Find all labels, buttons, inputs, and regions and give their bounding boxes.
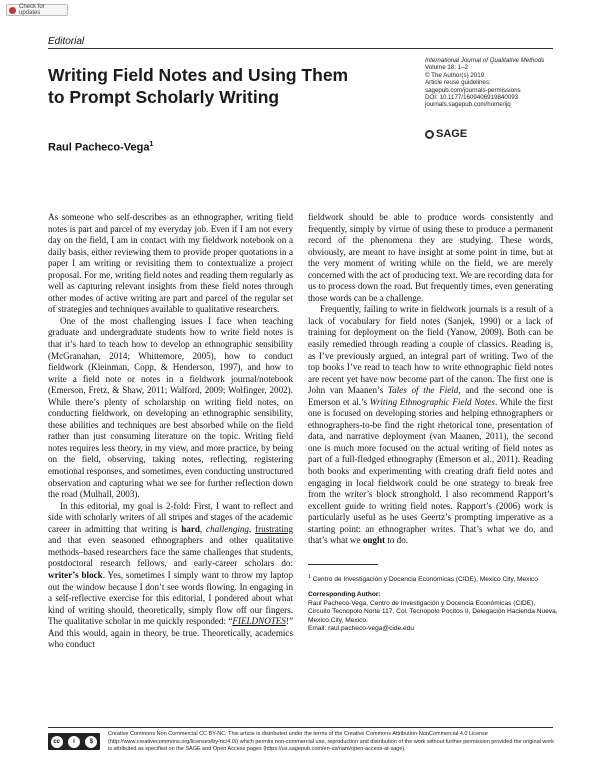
- sage-logo-text: SAGE: [436, 128, 468, 140]
- journal-copyright: © The Author(s) 2019: [425, 71, 485, 79]
- journal-reuse: Article reuse guidelines:: [425, 79, 491, 87]
- journal-volume: Volume 18: 1–2: [425, 64, 469, 72]
- footer-divider: [48, 727, 553, 728]
- emphasis-hard: hard: [181, 523, 200, 534]
- emphasis-fieldnotes: FIELDNOTES: [232, 616, 286, 627]
- text-run: to do.: [385, 535, 409, 546]
- text-run: and that even seasoned ethnographers and other qualitative methods–based researchers face the same challenges that students, postdoctoral research fellows, and early-career scholars do:: [48, 535, 293, 569]
- journal-info: [425, 57, 575, 109]
- emphasis-challenging: challenging: [206, 523, 249, 534]
- author-affiliation-marker: 1: [149, 141, 154, 148]
- text-run: , and the second one is Emerson et al.’s: [308, 385, 553, 407]
- section-label: Editorial: [48, 36, 85, 47]
- article-title: [48, 64, 383, 108]
- journal-reuse-link[interactable]: sagepub.com/journals-permissions: [425, 86, 521, 94]
- check-for-updates-label: Check for updates: [19, 4, 45, 16]
- sage-logo-icon: [425, 130, 434, 139]
- journal-url[interactable]: journals.sagepub.com/home/ijq: [425, 101, 511, 109]
- affiliation-text: Centro de Investigación y Docencia Económicas (CIDE), Mexico City, Mexico: [312, 576, 538, 584]
- journal-name: International Journal of Qualitative Methods: [425, 57, 545, 64]
- by-icon: i: [68, 736, 80, 748]
- journal-doi[interactable]: DOI: 10.1177/1609406919840093: [425, 94, 519, 102]
- text-run: ,: [199, 523, 207, 534]
- header-divider: [48, 48, 553, 49]
- text-run: In this editorial, my goal is 2-fold: First, I want to reflect and side with scholarly writers of all stripes and stages of the academic career in admitting that writing is: [48, 500, 293, 534]
- text-run: !” And this would, again in theory, be true. Theoretically, academics who conduct: [48, 616, 293, 650]
- paragraph: fieldwork should be able to produce words consistently and frequently, simply by virtue of using these to produce a permanent record of the phenomena they are studying. These words, obviously, are meant to have insight at some point in time, but at the very moment of writing while on the field, we are merely concerned with the act of producing text. We are recording data for us to process down the road. But frequently times, even generating those words can be a challenge.: [308, 212, 553, 303]
- affiliation-footnote: [308, 573, 558, 584]
- book-title-writing: Writing Ethnographic Field Notes: [369, 396, 495, 407]
- cc-license-badge[interactable]: [48, 733, 100, 750]
- affiliation-marker: 1: [308, 574, 311, 580]
- text-run: . While the first one is focused on developing stories and helping ethnographers or ethnographers-to-be find the right rhetorical tone, presentation of data, and narrative deployment (van Maanen, 2011), the second one is much more focused on the actual writing of field notes as part of a full-fledged ethnography (Emerson et al., 2011). Reading both books and experimenting with creating draft field notes and engaging in local fieldwork could be one strategy to break free from the writer’s block stronghold. I also recommend Rapport’s excellent guide to writing field notes. Rapport’s (2006) work is particularly useful as he uses Geertz’s prompting imperative as a starting point: an ethnographer writes. That’s what we do, and that’s what we: [308, 396, 553, 546]
- body-column-left: [48, 212, 293, 724]
- body-column-right: [308, 212, 553, 552]
- emphasis-ought: ought: [362, 535, 386, 546]
- author-text: Raul Pacheco-Vega: [48, 141, 150, 154]
- emphasis-writers-block: writer’s block: [48, 569, 103, 580]
- title-line-2: to Prompt Scholarly Writing: [48, 87, 280, 107]
- license-text: Creative Commons Non Commercial CC BY-NC: This article is distributed under the terms of the Creative Commons Attribution-NonCommercial 4.0 License (http://www.creativecommons.org/licenses/by-nc/4.0/) which permits non-commercial use, reproduction and distribution of the work without further permission provided the original work is attributed as specified on the SAGE and Open Access pages (https://us.sagepub.com/en-us/nam/open-access-at-sage).: [108, 731, 554, 753]
- crossmark-icon: [9, 7, 16, 14]
- check-for-updates-badge[interactable]: [6, 4, 68, 16]
- corresponding-address: Raul Pacheco-Vega, Centro de Investigación y Docencia Económicas (CIDE), Circuito Tecnopolo Norte 117, Col. Tecnopolo Pocitos II, Delegación Hacienda Nueva, Mexico City, Mexico.: [308, 599, 558, 624]
- cc-icon: cc: [51, 736, 63, 748]
- text-run: ,: [248, 523, 256, 534]
- corresponding-author: [308, 591, 558, 634]
- author-name: [48, 141, 153, 154]
- sage-logo: [425, 128, 467, 140]
- corresponding-email[interactable]: Email: raul.pacheco-vega@cide.edu: [308, 625, 415, 633]
- emphasis-frustrating: frustrating: [255, 523, 293, 534]
- paragraph: [48, 501, 293, 651]
- text-run: . Yes, sometimes I simply want to throw my laptop out the window because I don’t see words flowing. In engaging in a self-reflective exercise for this editorial, I pondered about what kind of writing should, theoretically, simply flow off our fingers. The qualitative scholar in me quickly responded: “: [48, 569, 293, 627]
- text-run: Frequently, failing to write in fieldwork journals is a result of a lack of vocabulary for field notes (Sanjek, 1990) or a lack of training for deployment on the field (Yanow, 2009). Both can be easily remedied through reading a couple of classics. Reading is, as I’ve previously argued, an integral part of writing. Two of the top books I’ve read to teach how to write ethnographic field notes are recent yet have now become part of the canon. The first one is John van Maanen’s: [308, 304, 553, 396]
- paragraph: One of the most challenging issues I face when teaching graduate and undergraduate students how to write field notes is that it’s hard to teach how to develop an ethnographic sensibility (McGranahan, 2014; Whittemore, 2005), how to conduct fieldwork (Kleinman, Copp, & Henderson, 1997), and how to write a field note or notes in a fieldwork journal/notebook (Emerson, Fretz, & Shaw, 2011; Walford, 2009; Wolfinger, 2002). While there’s plenty of scholarship on writing field notes, on conducting fieldwork, on developing an ethnographic sensibility, these abilities and techniques are best absorbed while on the field rather than just consuming literature on the topic. Writing field notes requires less theory, in my view, and more practice, by being on the field, observing, taking notes, reflecting, registering emotional responses, and sometimes, even conducting unstructured observation and capturing what we see for further reflection down the road (Mulhall, 2003).: [48, 315, 293, 500]
- title-line-1: Writing Field Notes and Using Them: [48, 65, 349, 85]
- nc-icon: $: [85, 736, 97, 748]
- book-title-tales: Tales of the Field: [387, 385, 459, 396]
- paragraph: As someone who self-describes as an ethnographer, writing field notes is part and parcel of my everyday job. Even if I am not every day on the field, I am in contact with my fieldwork notebook on a daily basis, either reviewing them to provide proper quotations in a paper I am writing or revisiting them to contextualize a project proposal. For me, writing field notes and reading them regularly as well as capturing relevant insights from these field notes through other modes of active writing are part and parcel of the regular set of strategies and techniques available to qualitative researchers.: [48, 212, 293, 315]
- corresponding-label: Corresponding Author:: [308, 591, 381, 598]
- footnote-divider: [308, 564, 378, 565]
- paragraph: [308, 304, 553, 546]
